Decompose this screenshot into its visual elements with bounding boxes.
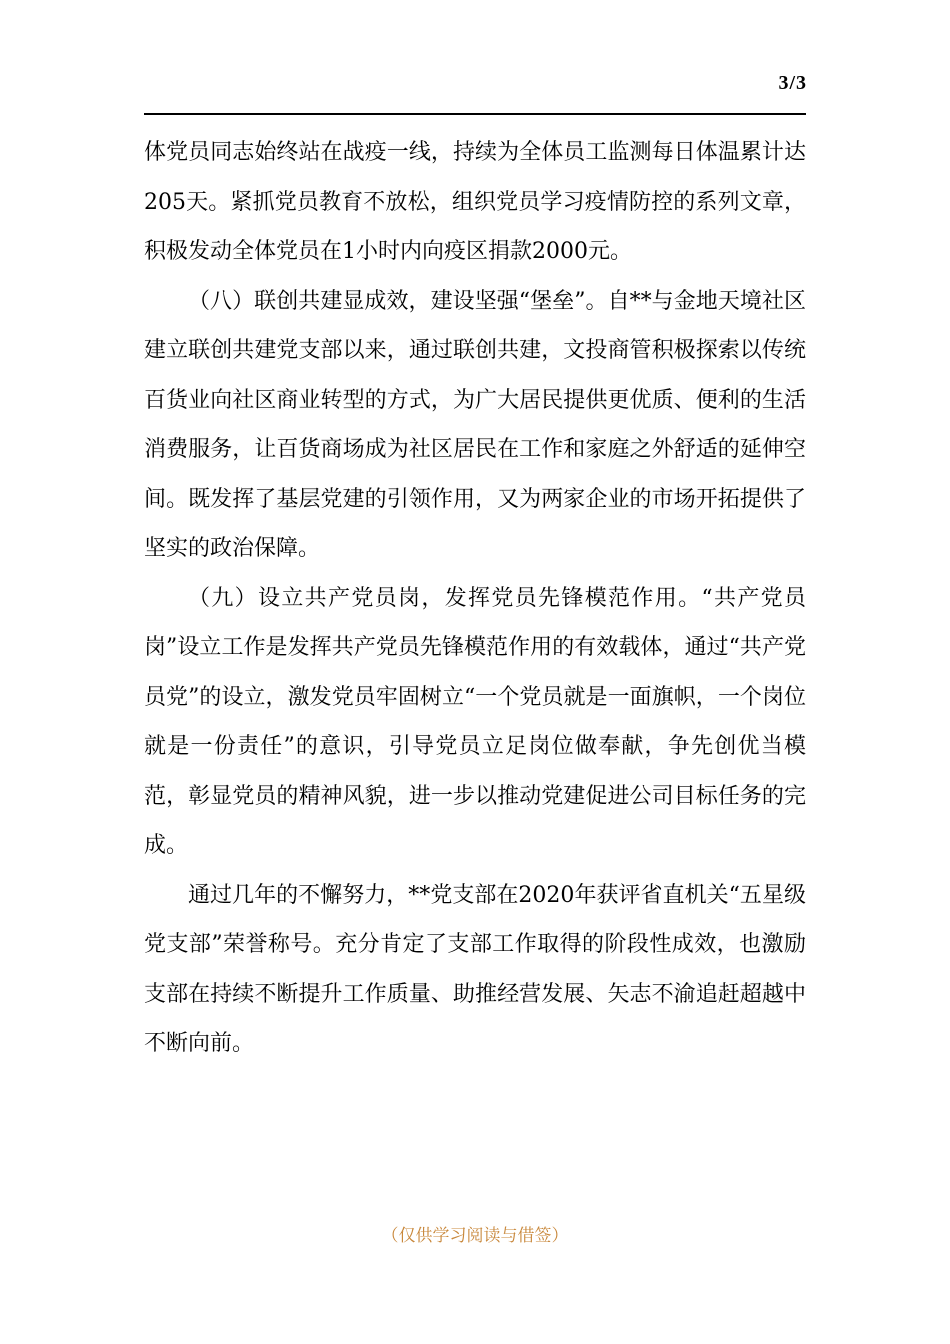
document-body [144, 128, 806, 1069]
paragraph-continuation: 体党员同志始终站在战疫一线，持续为全体员工监测每日体温累计达205天。紧抓党员教育不放松，组织党员学习疫情防控的系列文章，积极发动全体党员在1小时内向疫区捐款2000元。 [144, 140, 806, 264]
paragraph-section-8: （八）联创共建显成效，建设坚强“堡垒”。自**与金地天境社区建立联创共建党支部以来，通过联创共建，文投商管积极探索以传统百货业向社区商业转型的方式，为广大居民提供更优质、便利的生活消费服务，让百货商场成为社区居民在工作和家庭之外舒适的延伸空间。既发挥了基层党建的引领作用，又为两家企业的市场开拓提供了坚实的政治保障。 [144, 288, 806, 561]
header-divider [144, 113, 806, 115]
paragraph-section-9: （九）设立共产党员岗，发挥党员先锋模范作用。“共产党员岗”设立工作是发挥共产党员先锋模范作用的有效载体，通过“共产党员党”的设立，激发党员牢固树立“一个党员就是一面旗帜，一个岗位就是一份责任”的意识，引导党员立足岗位做奉献，争先创优当模范，彰显党员的精神风貌，进一步以推动党建促进公司目标任务的完成。 [144, 585, 806, 858]
page-number: 3/3 [778, 72, 807, 94]
paragraph-conclusion: 通过几年的不懈努力，**党支部在2020年获评省直机关“五星级党支部”荣誉称号。充分肯定了支部工作取得的阶段性成效，也激励支部在持续不断提升工作质量、助推经营发展、矢志不渝追赶超越中不断向前。 [144, 882, 806, 1056]
footer-disclaimer: （仅供学习阅读与借签） [381, 1226, 569, 1246]
